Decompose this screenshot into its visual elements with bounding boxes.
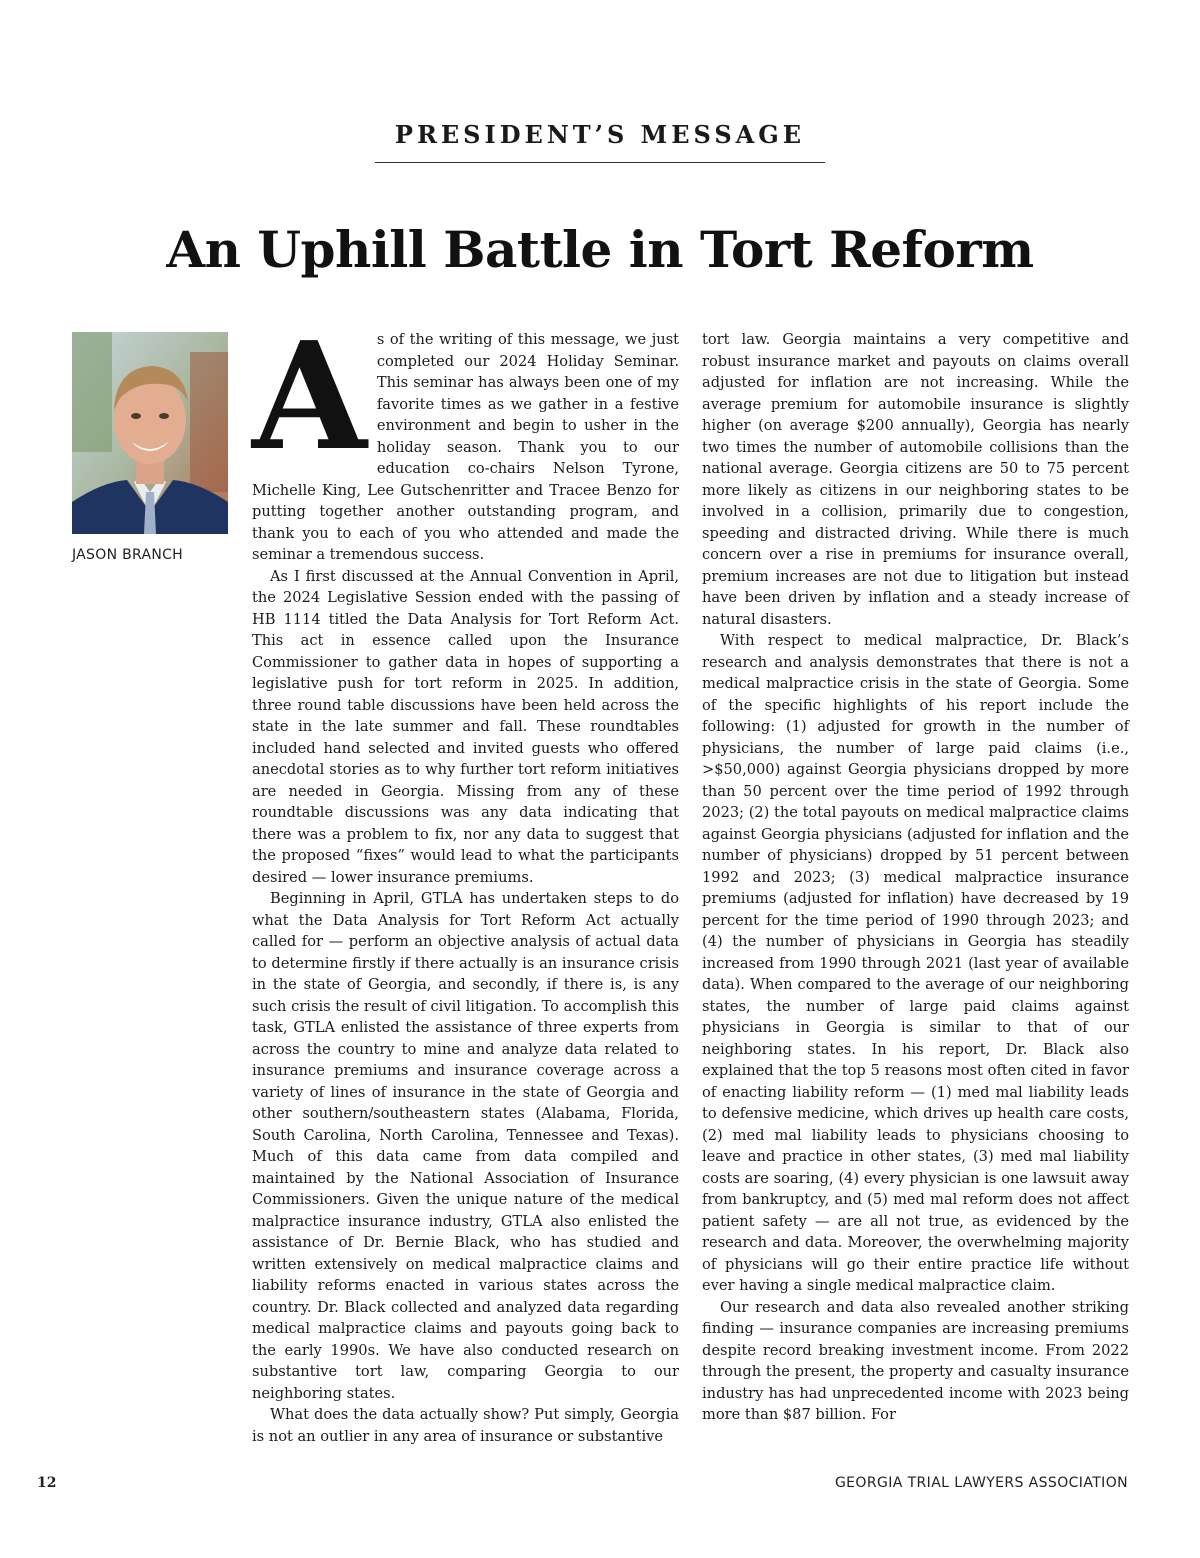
- author-photo: [72, 332, 228, 534]
- author-name: JASON BRANCH: [72, 547, 184, 563]
- article-column-1: [252, 309, 679, 1447]
- article-paragraph: tort law. Georgia maintains a very competitive and robust insurance market and payouts on claims overall adjusted for inflation are not increasing. While the average premium for automobile insurance is slightly higher (on average $200 annually), Georgia has nearly two times the number of automobile collisions than the national average. Georgia citizens are 50 to 75 percent more likely as citizens in our neighboring states to be involved in a collision, primarily due to congestion, speeding and distracted driving. While there is much concern over a rise in premiums for insurance overall, premium increases are not due to litigation but instead have been driven by inflation and a steady increase of natural disasters.: [702, 331, 1129, 628]
- article-headline: An Uphill Battle in Tort Reform: [166, 220, 1034, 279]
- article-column-2: [702, 329, 1129, 1426]
- footer-organization: GEORGIA TRIAL LAWYERS ASSOCIATION: [834, 1475, 1128, 1491]
- opening-paragraph-text: s of the writing of this message, we just completed our 2024 Holiday Seminar. This seminar has always been one of my favorite times as we gather in a festive environment and begin to usher in the holiday season. Thank you to our education co-chairs Nelson Tyrone, Michelle King, Lee Gutschenritter and Tracee Benzo for putting together another outstanding program, and thank you to each of you who attended and made the seminar a tremendous success.: [252, 331, 679, 563]
- article-paragraph: Beginning in April, GTLA has undertaken steps to do what the Data Analysis for Tort Reform Act actually called for — perform an objective analysis of actual data to determine firstly if there actually is an insurance crisis in the state of Georgia, and secondly, if there is, is any such crisis the result of civil litigation. To accomplish this task, GTLA enlisted the assistance of three experts from across the country to mine and analyze data related to insurance premiums and insurance coverage across a variety of lines of insurance in the state of Georgia and other southern/southeastern states (Alabama, Florida, South Carolina, North Carolina, Tennessee and Texas). Much of this data came from data compiled and maintained by the National Association of Insurance Commissioners. Given the unique nature of the medical malpractice insurance industry, GTLA also enlisted the assistance of Dr. Bernie Black, who has studied and written extensively on medical malpractice claims and liability reforms enacted in various states across the country. Dr. Black collected and analyzed data regarding medical malpractice claims and payouts going back to the early 1990s. We have also conducted research on substantive tort law, comparing Georgia to our neighboring states.: [252, 890, 679, 1402]
- article-paragraph: As I first discussed at the Annual Convention in April, the 2024 Legislative Session ended with the passing of HB 1114 titled the Data Analysis for Tort Reform Act. This act in essence called upon the Insurance Commissioner to gather data in hopes of supporting a legislative push for tort reform in 2025. In addition, three round table discussions have been held across the state in the late summer and fall. These roundtables included hand selected and invited guests who offered anecdotal stories as to why further tort reform initiatives are needed in Georgia. Missing from any of these roundtable discussions was any data indicating that there was a problem to fix, nor any data to suggest that the proposed “fixes” would lead to what the participants desired — lower insurance premiums.: [252, 567, 679, 886]
- drop-cap: A: [252, 309, 367, 483]
- article-paragraph: Our research and data also revealed another striking finding — insurance companies are increasing premiums despite record breaking investment income. From 2022 through the present, the property and casualty insurance industry has had unprecedented income with 2023 being more than $87 billion. For: [702, 1298, 1129, 1423]
- opening-paragraph: [252, 309, 679, 566]
- article-paragraph: What does the data actually show? Put simply, Georgia is not an outlier in any area of insurance or substantive: [252, 1406, 679, 1445]
- page-number: 12: [37, 1475, 57, 1491]
- section-divider: [375, 162, 825, 163]
- article-paragraph: With respect to medical malpractice, Dr. Black’s research and analysis demonstrates that there is not a medical malpractice crisis in the state of Georgia. Some of the specific highlights of his report include the following: (1) adjusted for growth in the number of physicians, the number of large paid claims (i.e., >$50,000) against Georgia physicians dropped by more than 50 percent over the time period of 1992 through 2023; (2) the total payouts on medical malpractice claims against Georgia physicians (adjusted for inflation and the number of physicians) dropped by 51 percent between 1992 and 2023; (3) medical malpractice insurance premiums (adjusted for inflation) have decreased by 19 percent for the time period of 1990 through 2023; and (4) the number of physicians in Georgia has steadily increased from 1990 through 2021 (last year of available data). When compared to the average of our neighboring states, the number of large paid claims against physicians in Georgia is similar to that of our neighboring states. In his report, Dr. Black also explained that the top 5 reasons most often cited in favor of enacting liability reform — (1) med mal liability leads to defensive medicine, which drives up health care costs, (2) med mal liability leads to physicians choosing to leave and practice in other states, (3) med mal liability costs are soaring, (4) every physician is one lawsuit away from bankruptcy, and (5) med mal reform does not affect patient safety — are all not true, as evidenced by the research and data. Moreover, the overwhelming majority of physicians will go their entire practice life without ever having a single medical malpractice claim.: [702, 632, 1129, 1294]
- section-label: PRESIDENT’S MESSAGE: [394, 120, 806, 149]
